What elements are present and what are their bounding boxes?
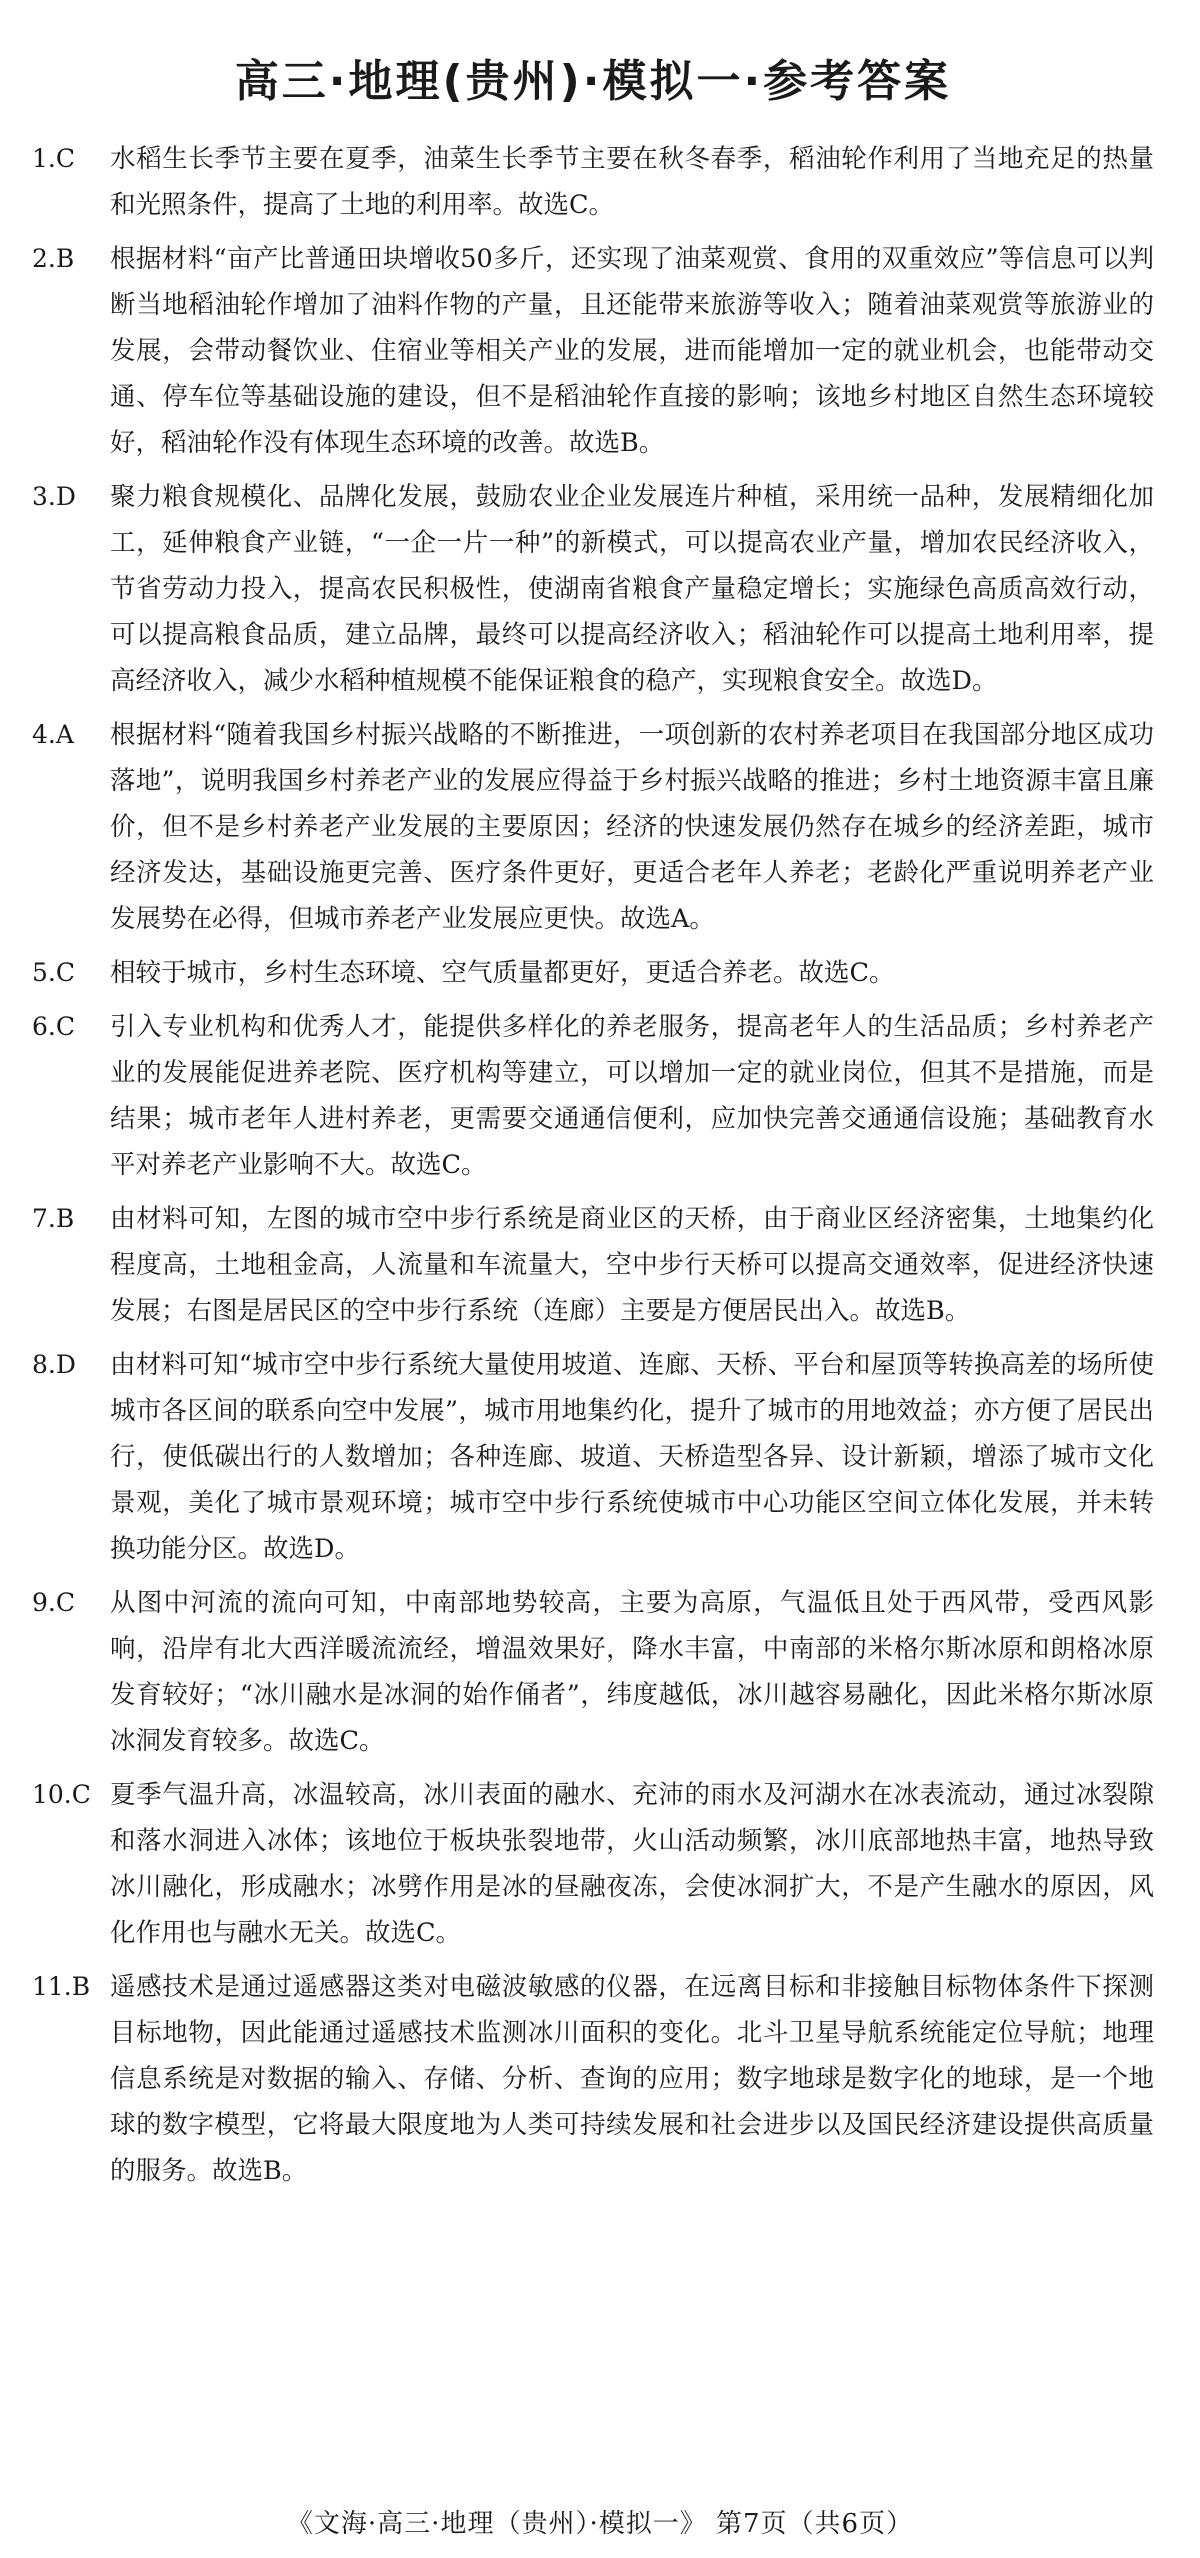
answer-explanation: 根据材料“亩产比普通田块增收50多斤，还实现了油菜观赏、食用的双重效应”等信息可以判断当地稻油轮作增加了油料作物的产量，且还能带来旅游等收入；随着油菜观赏等旅游业的发展，会带动餐饮业、住宿业等相关产业的发展，进而能增加一定的就业机会，也能带动交通、停车位等基础设施的建设，但不是稻油轮作直接的影响；该地乡村地区自然生态环境较好，稻油轮作没有体现生态环境的改善。故选B。 (110, 244, 1154, 458)
answer-explanation: 聚力粮食规模化、品牌化发展，鼓励农业企业发展连片种植，采用统一品种，发展精细化加工，延伸粮食产业链，“一企一片一种”的新模式，可以提高农业产量，增加农民经济收入，节省劳动力投入，提高农民积极性，使湖南省粮食产量稳定增长；实施绿色高质高效行动，可以提高粮食品质，建立品牌，最终可以提高经济收入；稻油轮作可以提高土地利用率，提高经济收入，减少水稻种植规模不能保证粮食的稳产，实现粮食安全。故选D。 (110, 482, 1154, 696)
answer-number: 3.D (32, 482, 76, 511)
answer-number: 4.A (32, 720, 74, 749)
answer-item-2 (32, 236, 1154, 466)
answer-item-8 (32, 1342, 1154, 1572)
answer-explanation: 水稻生长季节主要在夏季，油菜生长季节主要在秋冬春季，稻油轮作利用了当地充足的热量和光照条件，提高了土地的利用率。故选C。 (110, 144, 1154, 220)
answer-explanation: 根据材料“随着我国乡村振兴战略的不断推进，一项创新的农村养老项目在我国部分地区成功落地”，说明我国乡村养老产业的发展应得益于乡村振兴战略的推进；乡村土地资源丰富且廉价，但不是乡村养老产业发展的主要原因；经济的快速发展仍然存在城乡的经济差距，城市经济发达，基础设施更完善、医疗条件更好，更适合老年人养老；老龄化严重说明养老产业发展势在必得，但城市养老产业发展应更快。故选A。 (110, 720, 1154, 934)
answer-item-10 (32, 1772, 1154, 1956)
answer-item-9 (32, 1580, 1154, 1764)
answer-item-4 (32, 712, 1154, 942)
answer-item-1 (32, 136, 1154, 228)
answer-number: 6.C (32, 1012, 75, 1041)
answer-list (32, 136, 1154, 2194)
answer-explanation: 引入专业机构和优秀人才，能提供多样化的养老服务，提高老年人的生活品质；乡村养老产业的发展能促进养老院、医疗机构等建立，可以增加一定的就业岗位，但其不是措施，而是结果；城市老年人进村养老，更需要交通通信便利，应加快完善交通通信设施；基础教育水平对养老产业影响不大。故选C。 (110, 1012, 1154, 1180)
answer-explanation: 由材料可知，左图的城市空中步行系统是商业区的天桥，由于商业区经济密集，土地集约化程度高，土地租金高，人流量和车流量大，空中步行天桥可以提高交通效率，促进经济快速发展；右图是居民区的空中步行系统（连廊）主要是方便居民出入。故选B。 (110, 1204, 1154, 1326)
answer-explanation: 遥感技术是通过遥感器这类对电磁波敏感的仪器，在远离目标和非接触目标物体条件下探测目标地物，因此能通过遥感技术监测冰川面积的变化。北斗卫星导航系统能定位导航；地理信息系统是对数据的输入、存储、分析、查询的应用；数字地球是数字化的地球，是一个地球的数字模型，它将最大限度地为人类可持续发展和社会进步以及国民经济建设提供高质量的服务。故选B。 (110, 1972, 1154, 2186)
answer-number: 7.B (32, 1204, 75, 1233)
page-footer: 《文海·高三·地理（贵州）·模拟一》 第7页（共6页） (286, 2509, 914, 2539)
answer-number: 9.C (32, 1588, 75, 1617)
answer-number: 5.C (32, 958, 75, 987)
page-title: 高三·地理(贵州)·模拟一·参考答案 (234, 56, 952, 107)
answer-item-3 (32, 474, 1154, 704)
answer-item-5 (32, 950, 1154, 996)
answer-number: 8.D (32, 1350, 76, 1379)
answer-item-11 (32, 1964, 1154, 2194)
answer-number: 10.C (32, 1780, 91, 1809)
answer-explanation: 夏季气温升高，冰温较高，冰川表面的融水、充沛的雨水及河湖水在冰表流动，通过冰裂隙和落水洞进入冰体；该地位于板块张裂地带，火山活动频繁，冰川底部地热丰富，地热导致冰川融化，形成融水；冰劈作用是冰的昼融夜冻，会使冰洞扩大，不是产生融水的原因，风化作用也与融水无关。故选C。 (110, 1780, 1154, 1948)
answer-item-6 (32, 1004, 1154, 1188)
answer-number: 11.B (32, 1972, 91, 2001)
answer-explanation: 相较于城市，乡村生态环境、空气质量都更好，更适合养老。故选C。 (110, 958, 895, 988)
answer-explanation: 从图中河流的流向可知，中南部地势较高，主要为高原，气温低且处于西风带，受西风影响，沿岸有北大西洋暖流流经，增温效果好，降水丰富，中南部的米格尔斯冰原和朗格冰原发育较好；“冰川融水是冰洞的始作俑者”，纬度越低，冰川越容易融化，因此米格尔斯冰原冰洞发育较多。故选C。 (110, 1588, 1154, 1756)
answer-explanation: 由材料可知“城市空中步行系统大量使用坡道、连廊、天桥、平台和屋顶等转换高差的场所使城市各区间的联系向空中发展”，城市用地集约化，提升了城市的用地效益；亦方便了居民出行，使低碳出行的人数增加；各种连廊、坡道、天桥造型各异、设计新颖，增添了城市文化景观，美化了城市景观环境；城市空中步行系统使城市中心功能区空间立体化发展，并未转换功能分区。故选D。 (110, 1350, 1154, 1564)
answer-number: 2.B (32, 244, 75, 273)
answer-number: 1.C (32, 144, 75, 173)
answer-item-7 (32, 1196, 1154, 1334)
